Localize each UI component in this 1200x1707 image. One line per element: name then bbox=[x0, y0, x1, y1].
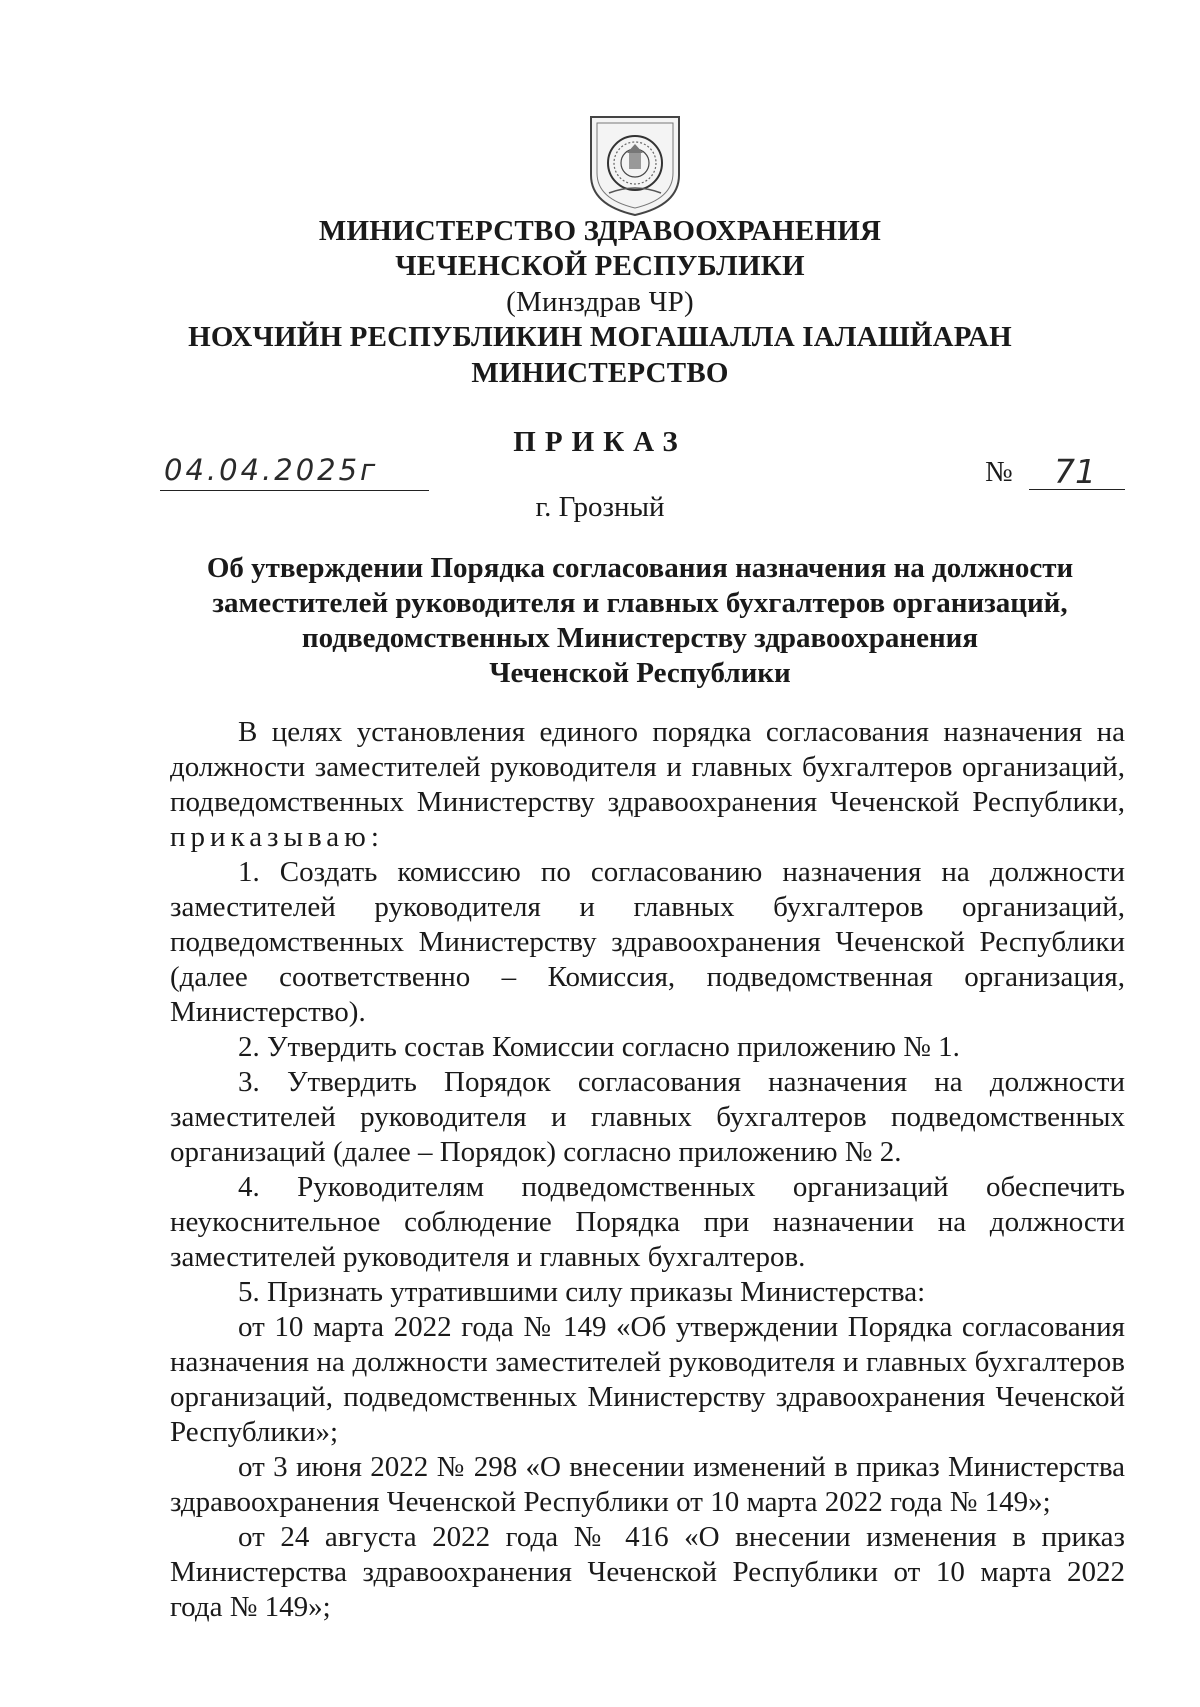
clause-3: 3. Утвердить Порядок согласования назначения на должности заместителей руководителя и главных бухгалтеров подведомственных организаций (далее – Порядок) согласно приложению № 2. bbox=[170, 1066, 1125, 1168]
clause-1: 1. Создать комиссию по согласованию назначения на должности заместителей руководителя и главных бухгалтеров организаций, подведомственных Министерству здравоохранения Чеченской Республики (далее соответственно – Комиссия, подведомственная организация, Министерство). bbox=[170, 856, 1125, 1028]
coat-of-arms-emblem-icon bbox=[587, 113, 683, 218]
ministry-name-chechen-line-2: МИНИСТЕРСТВО bbox=[471, 357, 729, 389]
clause-5-item: от 10 марта 2022 года № 149 «Об утверждении Порядка согласования назначения на должности заместителей руководителя и главных бухгалтеров организаций, подведомственных Министерству здравоохранения Чеченской Республики»; bbox=[170, 1311, 1125, 1448]
subject-line: Чеченской Республики bbox=[489, 657, 791, 689]
order-number-block bbox=[985, 452, 1125, 494]
ministry-abbreviation: (Минздрав ЧР) bbox=[506, 286, 694, 318]
number-sign: № bbox=[985, 456, 1013, 488]
clause-4: 4. Руководителям подведомственных организаций обеспечить неукоснительное соблюдение Порядка при назначении на должности заместителей руководителя и главных бухгалтеров. bbox=[170, 1171, 1125, 1273]
clause-5-item: от 3 июня 2022 № 298 «О внесении изменений в приказ Министерства здравоохранения Чеченской Республики от 10 марта 2022 года № 149»; bbox=[170, 1451, 1125, 1518]
clause-2: 2. Утвердить состав Комиссии согласно приложению № 1. bbox=[238, 1031, 960, 1063]
order-date: 04.04.2025г bbox=[160, 450, 429, 491]
order-title: ПРИКАЗ bbox=[513, 426, 687, 458]
order-body bbox=[170, 715, 1125, 1625]
order-subject bbox=[200, 551, 1080, 691]
order-number: 71 bbox=[1054, 452, 1096, 491]
subject-line: заместителей руководителя и главных бухгалтеров организаций, bbox=[212, 587, 1068, 619]
ministry-name-line-1: МИНИСТЕРСТВО ЗДРАВООХРАНЕНИЯ bbox=[318, 215, 882, 247]
ministry-name-line-2: ЧЕЧЕНСКОЙ РЕСПУБЛИКИ bbox=[395, 250, 805, 282]
order-word: приказываю: bbox=[170, 821, 384, 853]
city: г. Грозный bbox=[535, 491, 665, 523]
preamble-paragraph bbox=[170, 715, 1125, 855]
subject-line: Об утверждении Порядка согласования назначения на должности bbox=[206, 552, 1074, 584]
subject-line: подведомственных Министерству здравоохранения bbox=[301, 622, 979, 654]
preamble-text: В целях установления единого порядка согласования назначения на должности заместителей руководителя и главных бухгалтеров организаций, подведомственных Министерству здравоохранения Чеченской Республики, bbox=[170, 716, 1125, 818]
clause-5: 5. Признать утратившими силу приказы Министерства: bbox=[238, 1276, 926, 1308]
clause-5-item: от 24 августа 2022 года № 416 «О внесении изменения в приказ Министерства здравоохранения Чеченской Республики от 10 марта 2022 года № 149»; bbox=[170, 1521, 1125, 1623]
number-underline bbox=[1029, 489, 1125, 490]
ministry-name-chechen-line-1: НОХЧИЙН РЕСПУБЛИКИН МОГАШАЛЛА IАЛАШЙАРАН bbox=[188, 321, 1012, 353]
